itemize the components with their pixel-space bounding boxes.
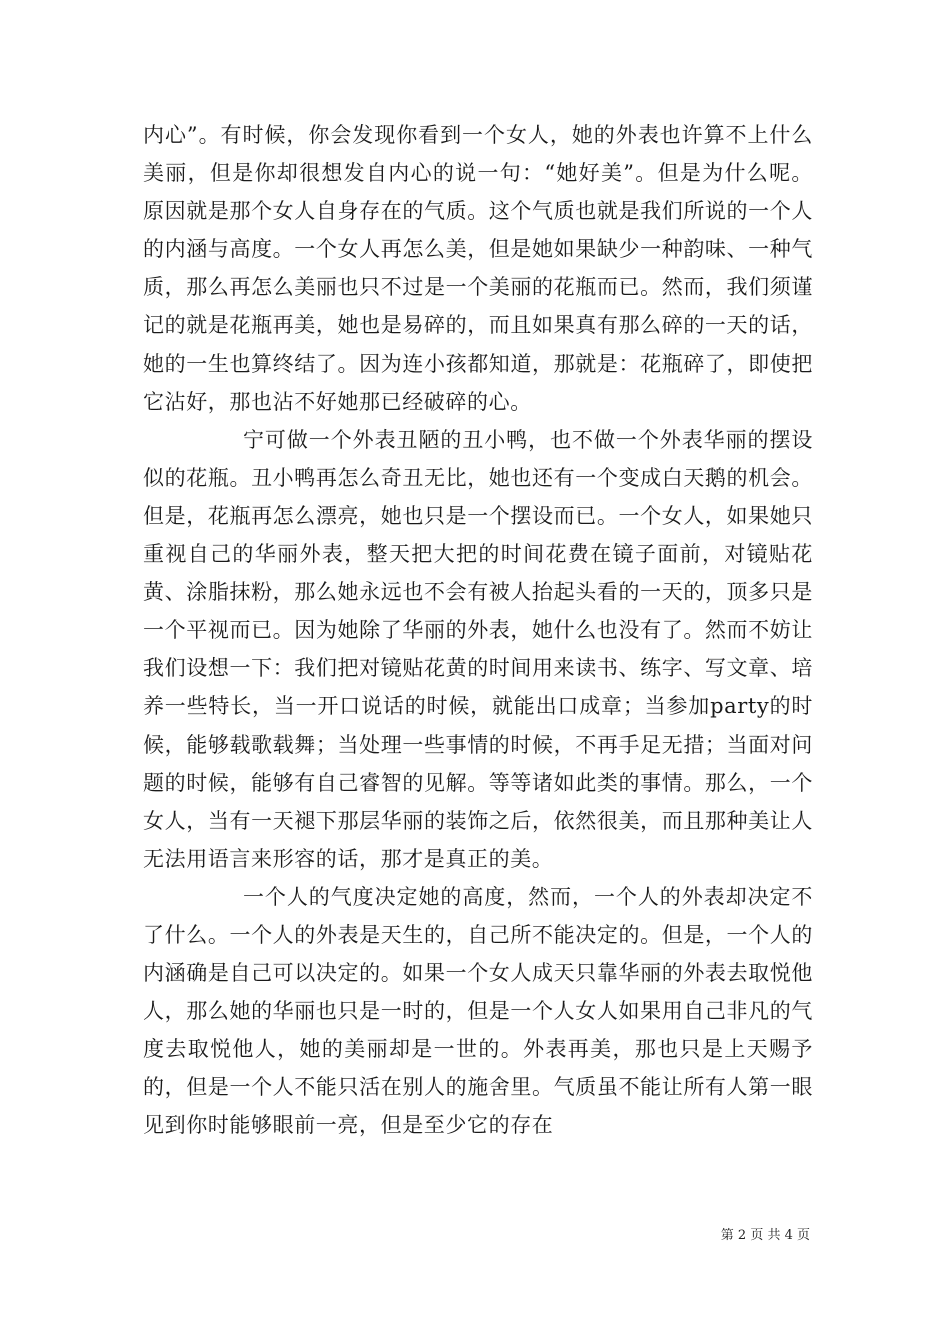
paragraph-2: 宁可做一个外表丑陋的丑小鸭，也不做一个外表华丽的摆设似的花瓶。丑小鸭再怎么奇丑无比，她也还有一个变成白天鹅的机会。但是，花瓶再怎么漂亮，她也只是一个摆设而已。一个女人，如果她只重视自己的华丽外表，整天把大把的时间花费在镜子面前，对镜贴花黄、涂脂抹粉，那么她永远也不会有被人抬起头看的一天的，顶多只是一个平视而已。因为她除了华丽的外表，她什么也没有了。然而不妨让我们设想一下：我们把对镜贴花黄的时间用来读书、练字、写文章、培养一些特长，当一开口说话的时候，就能出口成章；当参加party的时候，能够载歌载舞；当处理一些事情的时候，不再手足无措；当面对问题的时候，能够有自己睿智的见解。等等诸如此类的事情。那么，一个女人，当有一天褪下那层华丽的装饰之后，依然很美，而且那种美让人无法用语言来形容的话，那才是真正的美。 — [143, 427, 813, 871]
page-number-footer: 第 2 页 共 4 页 — [720, 1228, 810, 1243]
body-text — [143, 116, 813, 1145]
paragraph-3: 一个人的气度决定她的高度，然而，一个人的外表却决定不了什么。一个人的外表是天生的，自己所不能决定的。但是，一个人的内涵确是自己可以决定的。如果一个女人成天只靠华丽的外表去取悦他人，那么她的华丽也只是一时的，但是一个人女人如果用自己非凡的气度去取悦他人，她的美丽却是一世的。外表再美，那也只是上天赐予的，但是一个人不能只活在别人的施舍里。气质虽不能让所有人第一眼见到你时能够眼前一亮，但是至少它的存在 — [143, 884, 813, 1138]
paragraph-1: 内心”。有时候，你会发现你看到一个女人，她的外表也许算不上什么美丽，但是你却很想发自内心的说一句：“她好美”。但是为什么呢。原因就是那个女人自身存在的气质。这个气质也就是我们所说的一个人的内涵与高度。一个女人再怎么美，但是她如果缺少一种韵味、一种气质，那么再怎么美丽也只不过是一个美丽的花瓶而已。然而，我们须谨记的就是花瓶再美，她也是易碎的，而且如果真有那么碎的一天的话，她的一生也算终结了。因为连小孩都知道，那就是：花瓶碎了，即使把它沾好，那也沾不好她那已经破碎的心。 — [143, 123, 813, 414]
